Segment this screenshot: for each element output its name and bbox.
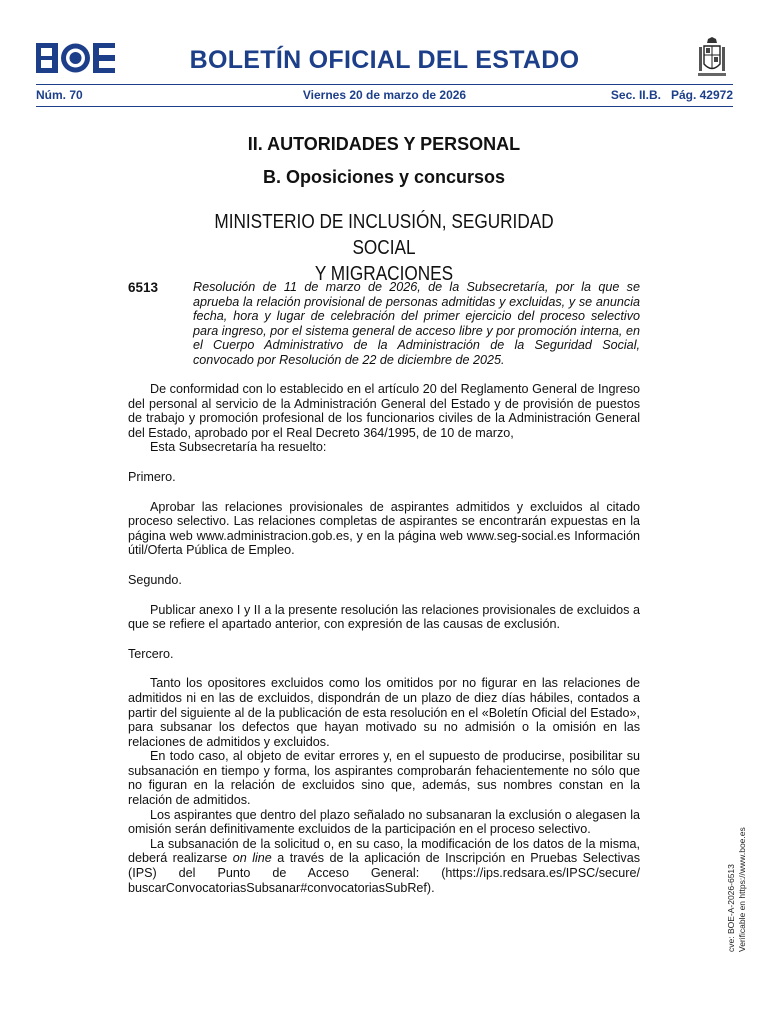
coat-of-arms-icon	[695, 37, 729, 79]
ministry-heading-line1: MINISTERIO DE INCLUSIÓN, SEGURIDAD SOCIAL	[214, 211, 554, 259]
section-code: Sec. II.B.	[610, 88, 661, 102]
header-rule-top	[36, 84, 733, 85]
article-third-paragraph-2: En todo caso, al objeto de evitar errores y, en el supuesto de producirse, posibilitar su subsanación en tiempo y forma, los aspirantes comprobarán fehacientemente no sólo que no figuran en la relación de excluidos sino que, además, sus nombres constan en la relación de admitidos.	[128, 749, 640, 808]
section-heading: II. AUTORIDADES Y PERSONAL	[247, 134, 521, 154]
section-page-info	[611, 88, 733, 102]
article-second-text: Publicar anexo I y II a la presente resolución las relaciones provisionales de excluidos a que se refiere el apartado anterior, con expresión de las causas de exclusión.	[128, 602, 640, 632]
article-third-paragraph-4	[128, 837, 640, 895]
issue-info-bar	[36, 88, 733, 104]
article-heading-third: Tercero.	[128, 646, 174, 661]
article-first-text: Aprobar las relaciones provisionales de aspirantes admitidos y excluidos al citado proceso selectivo. Las relaciones completas de aspirantes se encontrarán expuestas en la página web www.administracion.gob.es, y en la página web www.seg-social.es Información útil/Oferta Pública de Empleo.	[128, 499, 640, 558]
verification-link: Verificable en https://www.boe.es	[737, 827, 747, 952]
issue-date: Viernes 20 de marzo de 2026	[302, 88, 467, 102]
intro-paragraph: De conformidad con lo establecido en el artículo 20 del Reglamento General de Ingreso del personal al servicio de la Administración General del Estado y de provisión de puestos de trabajo y promoción profesional de los funcionarios civiles de la Administración General del Estado, aprobado por el Real Decreto 364/1995, de 10 de marzo,	[128, 382, 640, 440]
issue-number: Núm. 70	[36, 88, 83, 102]
publication-title: BOLETÍN OFICIAL DEL ESTADO	[189, 46, 580, 74]
page-number: Pág. 42972	[670, 88, 733, 102]
document-abstract: Resolución de 11 de marzo de 2026, de la Subsecretaría, por la que se aprueba la relación provisional de personas admitidas y excluidas, y se anuncia fecha, hora y lugar de celebración del primer ejercicio del proceso selectivo para ingreso, por el sistema general de acceso libre y por promoción interna, en el Cuerpo Administrativo de la Administración de la Seguridad Social, convocado por Resolución de 22 de diciembre de 2025.	[193, 280, 640, 367]
article-third-paragraph-1: Tanto los opositores excluidos como los omitidos por no figurar en las relaciones de admitidos ni en las de excluidos, dispondrán de un plazo de diez días hábiles, contados a partir del siguiente al de la publicación de esta resolución en el «Boletín Oficial del Estado», para subsanar los defectos que hayan motivado su no admisión o la omisión en las relaciones de admitidos y excluidos.	[128, 676, 640, 749]
paragraph-4-start: La subsanación de la solicitud o, en su caso, la modificación de los datos de la misma, deberá realizarse	[128, 836, 640, 866]
document-number: 6513	[128, 280, 159, 295]
subsection-heading: B. Oposiciones y concursos	[262, 167, 506, 187]
ministry-heading	[191, 209, 576, 287]
article-heading-second: Segundo.	[128, 572, 182, 587]
verification-margin	[726, 824, 750, 952]
paragraph-4-emphasis: on line	[232, 851, 272, 866]
resolves-paragraph: Esta Subsecretaría ha resuelto:	[150, 440, 327, 455]
masthead	[36, 37, 733, 85]
ministry-heading-line2: Y MIGRACIONES	[314, 263, 454, 285]
document-body	[128, 382, 640, 895]
paragraph-4-end: a través de la aplicación de Inscripción en Pruebas Selectivas (IPS) del Punto de Acceso General: (https://ips.redsara.es/IPSC/secure/ buscarConvocatoriasSubsanar#convocatoriasSubRef).	[128, 851, 641, 895]
cve-code: cve: BOE-A-2026-6513	[726, 864, 736, 952]
header-rule-bottom	[36, 106, 733, 107]
article-third-paragraph-3: Los aspirantes que dentro del plazo señalado no subsanaran la exclusión o alegasen la omisión serán definitivamente excluidos de la participación en el proceso selectivo.	[128, 807, 640, 837]
article-heading-first: Primero.	[128, 469, 176, 484]
